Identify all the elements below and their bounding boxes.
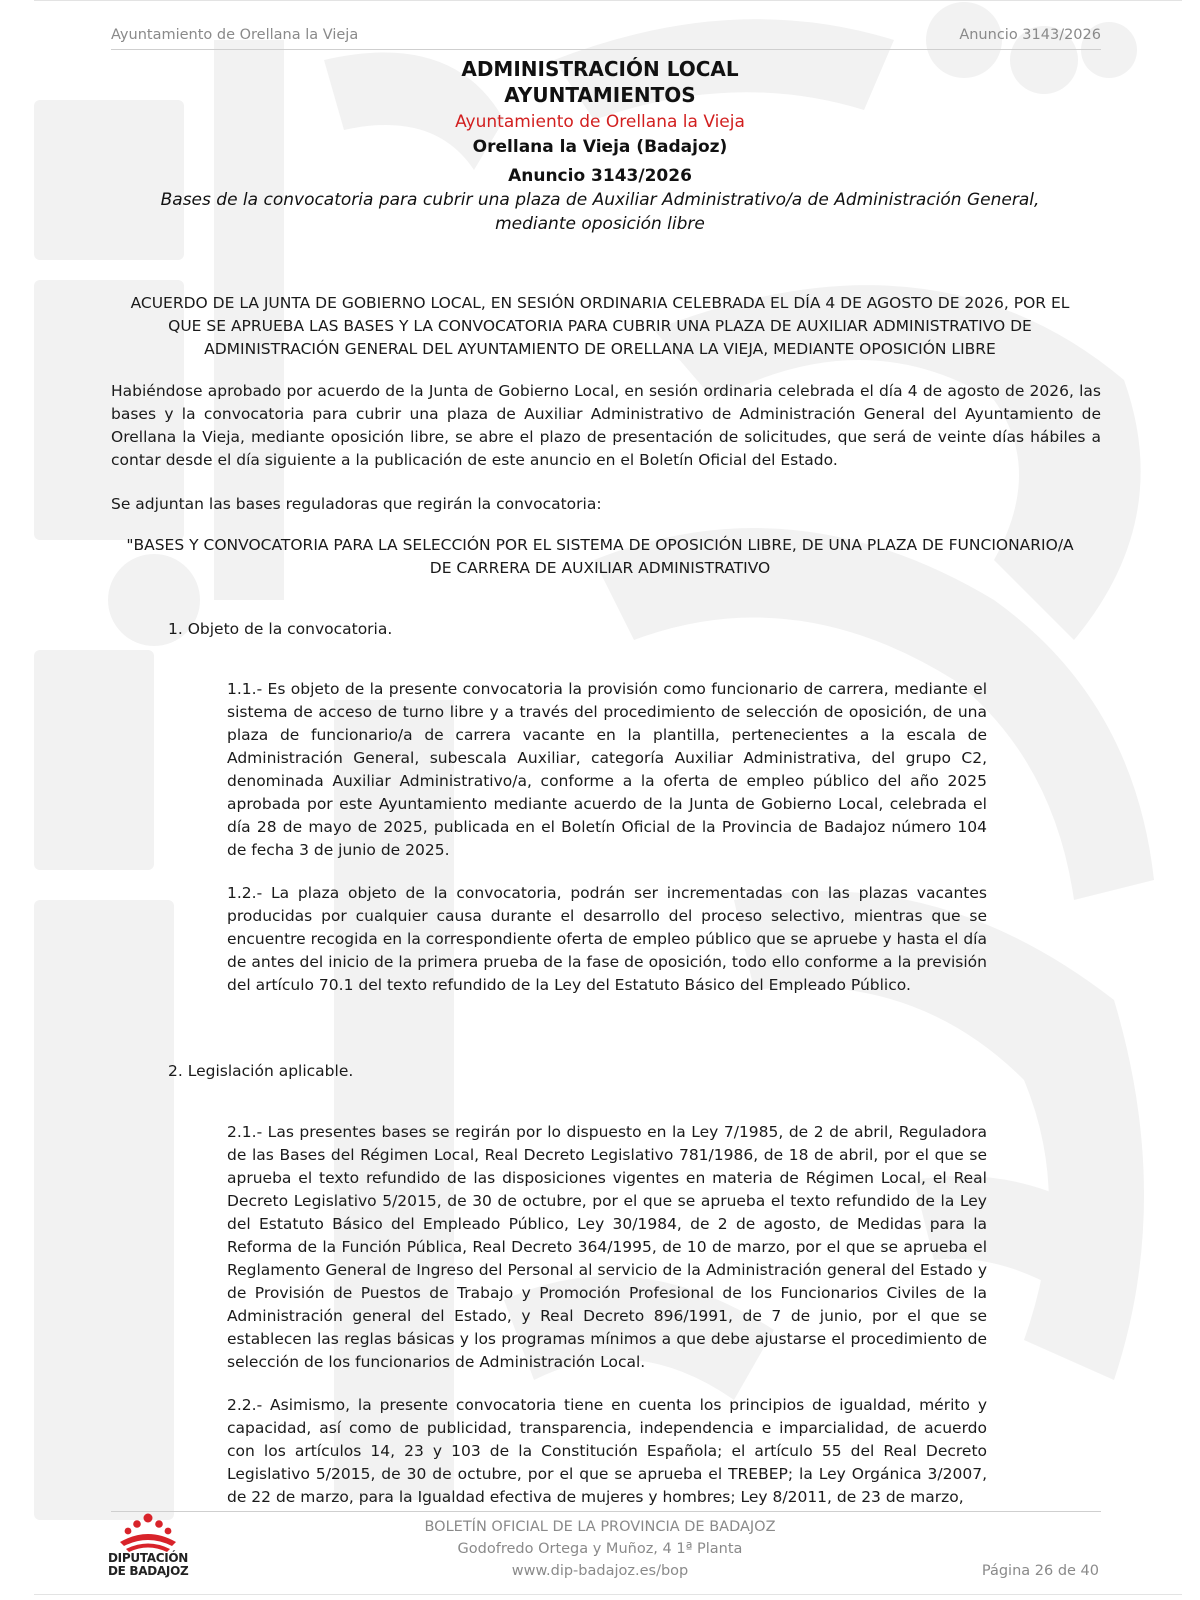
footer-website-link[interactable]: www.dip-badajoz.es/bop: [511, 1563, 689, 1579]
header-anuncio: Anuncio 3143/2026: [959, 27, 1101, 43]
paragraph-2-2: 2.2.- Asimismo, la presente convocatoria tiene en cuenta los principios de igualdad, mérito y capacidad, así como de publicidad, transparencia, independencia e imparcialidad, de acuerdo con los artículos 14, 23 y 103 de la Constitución Española; el artículo 55 del Real Decreto Legislativo 5/2015, de 30 de octubre, por el que se aprueba el TREBEP; la Ley Orgánica 3/2007, de 22 de marzo, para la Igualdad efectiva de mujeres y hombres; Ley 8/2011, de 23 de marzo,: [227, 1396, 987, 1506]
header-town: Ayuntamiento de Orellana la Vieja: [111, 27, 359, 43]
town-name: Ayuntamiento de Orellana la Vieja: [455, 112, 745, 132]
page-number: Página 26 de 40: [981, 1563, 1099, 1579]
footer-bulletin: BOLETÍN OFICIAL DE LA PROVINCIA DE BADAJOZ: [424, 1519, 776, 1535]
page-footer: [350, 1516, 850, 1582]
section-heading-2: 2. Legislación aplicable.: [168, 1062, 354, 1080]
footer-address: Godofredo Ortega y Muñoz, 4 1ª Planta: [457, 1541, 743, 1557]
logo-line-2: DE BADAJOZ: [108, 1564, 189, 1578]
logo-wordmark: [108, 1552, 198, 1578]
paragraph-adjuntan: Se adjuntan las bases reguladoras que regirán la convocatoria:: [111, 495, 602, 513]
logo-line-1: DIPUTACIÓN: [108, 1551, 189, 1565]
paragraph-2-1: 2.1.- Las presentes bases se regirán por lo dispuesto en la Ley 7/1985, de 2 de abril, Reguladora de las Bases del Régimen Local, Real Decreto Legislativo 781/1986, de 18 de abril, por el que se aprueba el texto refundido de las disposiciones vigentes en materia de Régimen Local, el Real Decreto Legislativo 5/2015, de 30 de octubre, por el que se aprueba el texto refundido de la Ley del Estatuto Básico del Empleado Público, Ley 30/1984, de 2 de agosto, de Medidas para la Reforma de la Función Pública, Real Decreto 364/1995, de 10 de marzo, por el que se aprueba el Reglamento General de Ingreso del Personal al servicio de la Administración general del Estado y de Provisión de Puestos de Trabajo y Promoción Profesional de los Funcionarios Civiles de la Administración general del Estado, y Real Decreto 896/1991, de 7 de junio, por el que se establecen las reglas básicas y los programas mínimos a que debe ajustarse el procedimiento de selección de los funcionarios de Administración Local.: [227, 1123, 987, 1371]
section-title: ADMINISTRACIÓN LOCAL: [461, 57, 739, 81]
acuerdo-heading: ACUERDO DE LA JUNTA DE GOBIERNO LOCAL, EN SESIÓN ORDINARIA CELEBRADA EL DÍA 4 DE AGOSTO DE 2026, POR EL QUE SE APRUEBA LAS BASES Y LA CONVOCATORIA PARA CUBRIR UNA PLAZA DE AUXILIAR ADMINISTRATIVO DE ADMINISTRACIÓN GENERAL DEL AYUNTAMIENTO DE ORELLANA LA VIEJA, MEDIANTE OPOSICIÓN LIBRE: [130, 294, 1070, 358]
bases-title: "BASES Y CONVOCATORIA PARA LA SELECCIÓN POR EL SISTEMA DE OPOSICIÓN LIBRE, DE UNA PLAZA DE FUNCIONARIO/A DE CARRERA DE AUXILIAR ADMINISTRATIVO: [126, 536, 1074, 577]
paragraph-intro: Habiéndose aprobado por acuerdo de la Junta de Gobierno Local, en sesión ordinaria celebrada el día 4 de agosto de 2026, las bases y la convocatoria para cubrir una plaza de Auxiliar Administrativo de Administración General del Ayuntamiento de Orellana la Vieja, mediante oposición libre, se abre el plazo de presentación de solicitudes, que será de veinte días hábiles a contar desde el día siguiente a la publicación de este anuncio en el Boletín Oficial del Estado.: [111, 382, 1101, 469]
diputacion-logo: [108, 1512, 198, 1586]
anuncio-number: Anuncio 3143/2026: [508, 166, 692, 186]
footer-divider: [111, 1511, 1101, 1512]
anuncio-subtitle: Bases de la convocatoria para cubrir una plaza de Auxiliar Administrativo/a de Administración General, mediante oposición libre: [160, 190, 1040, 234]
diputacion-emblem-icon: [108, 1512, 198, 1552]
paragraph-1-1: 1.1.- Es objeto de la presente convocatoria la provisión como funcionario de carrera, mediante el sistema de acceso de turno libre y a través del procedimiento de selección de oposición, de una plaza de funcionario/a de carrera vacante en la plantilla, pertenecientes a la escala de Administración General, subescala Auxiliar, categoría Auxiliar Administrativa, del grupo C2, denominada Auxiliar Administrativo/a, conforme a la oferta de empleo público del año 2025 aprobada por este Ayuntamiento mediante acuerdo de la Junta de Gobierno Local, celebrada el día 28 de mayo de 2025, publicada en el Boletín Oficial de la Provincia de Badajoz número 104 de fecha 3 de junio de 2025.: [227, 680, 987, 859]
location-name: Orellana la Vieja (Badajoz): [472, 137, 728, 157]
paragraph-1-2: 1.2.- La plaza objeto de la convocatoria, podrán ser incrementadas con las plazas vacantes producidas por cualquier causa durante el desarrollo del proceso selectivo, mientras que se encuentre recogida en la correspondiente oferta de empleo público que se apruebe y hasta el día de antes del inicio de la primera prueba de la fase de oposición, todo ello conforme a la previsión del artículo 70.1 del texto refundido de la Ley del Estatuto Básico del Empleado Público.: [227, 884, 987, 994]
page-header: [111, 27, 1101, 50]
subsection-title: AYUNTAMIENTOS: [504, 83, 696, 107]
section-heading-1: 1. Objeto de la convocatoria.: [168, 620, 393, 638]
